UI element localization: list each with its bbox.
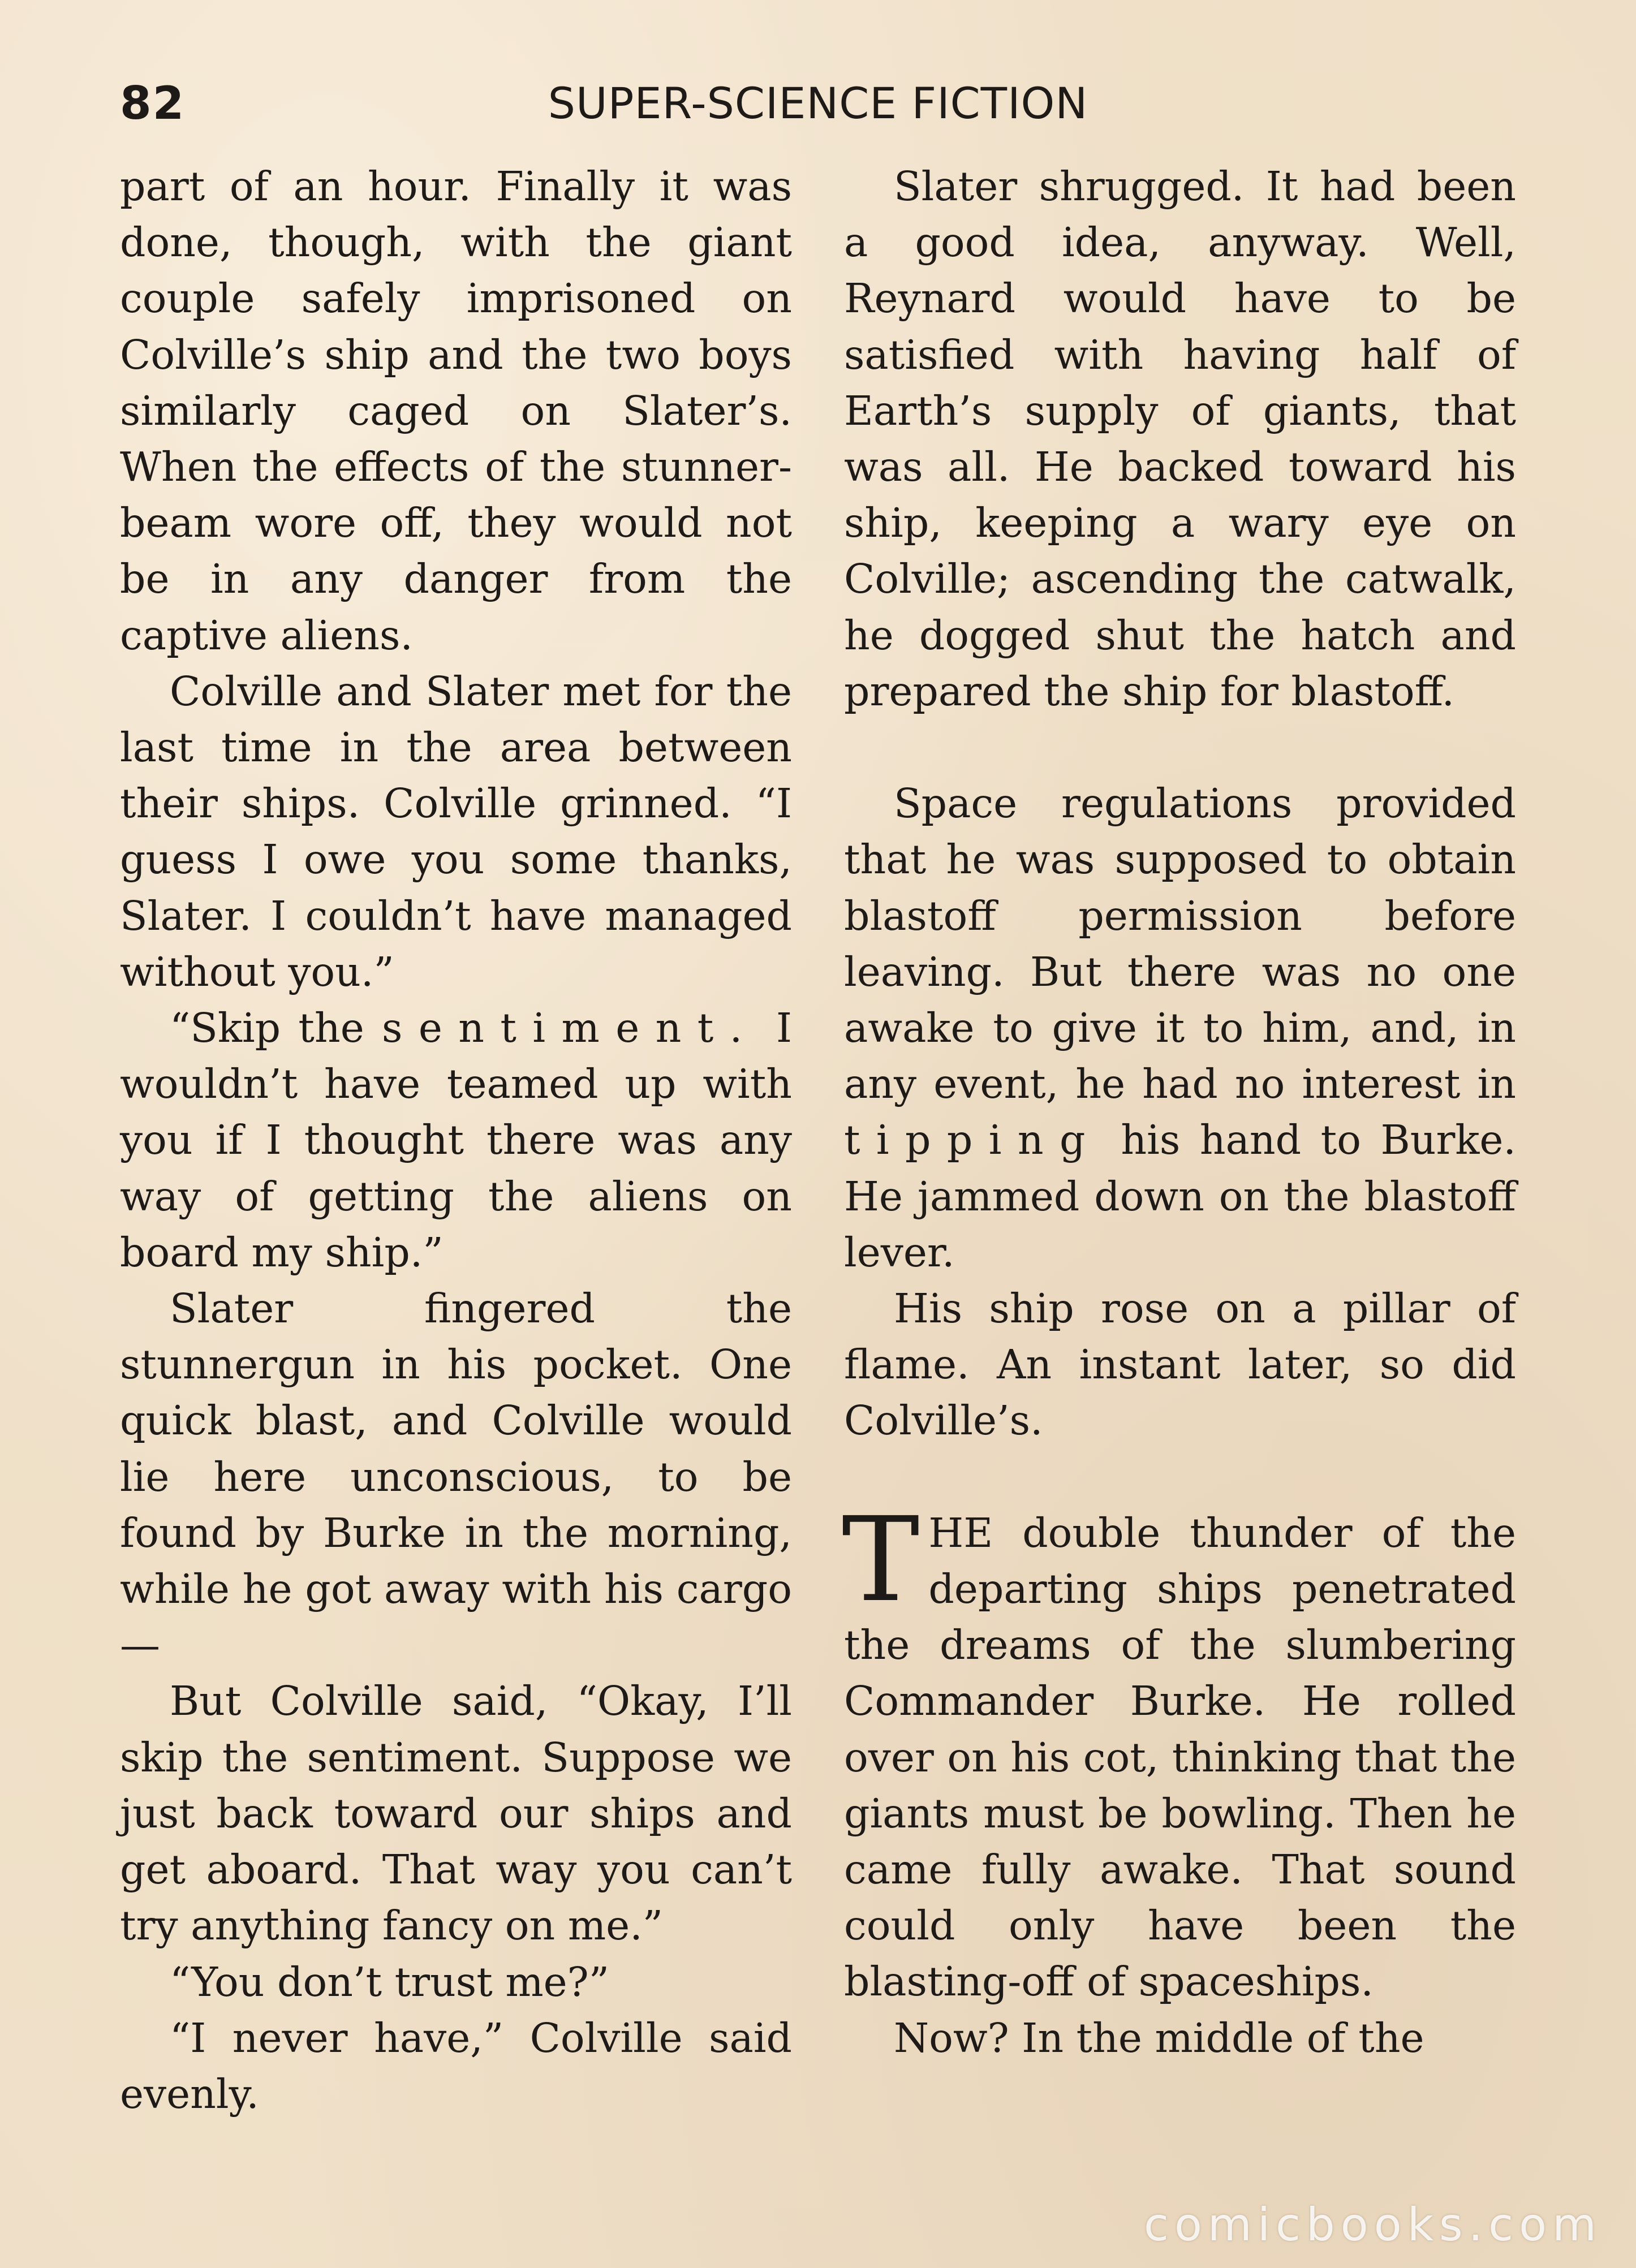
left-paragraph-5: But Colville said, “Okay, I’ll skip the sentiment. Suppose we just back toward our ships and get aboard. That way you can’t try anything fancy on me.”	[120, 1678, 792, 1950]
right-column	[844, 158, 1516, 2066]
left-paragraph-3-start: “Skip the	[170, 1004, 364, 1052]
right-paragraph-2-start: Space regulations provided that he was supposed to obtain blastoff permission before leaving. But there was no one awake to give it to him, and, in any event, he had no interest in	[844, 780, 1516, 1108]
right-paragraph-4-text: HE double thunder of the departing ships penetrated the dreams of the slumbering Commander Burke. He rolled over on his cot, thinking that the giants must be bowling. Then he came fully awake. That sound could only have been the blasting-off of spaceships.	[844, 1509, 1516, 2006]
right-paragraph-4	[842, 1491, 1516, 2010]
spaced-word-tipping: tipping	[844, 1116, 1101, 1164]
left-column	[120, 158, 792, 2122]
watermark: comicbooks.com	[1143, 2198, 1602, 2251]
left-paragraph-6: “You don’t trust me?”	[170, 1958, 610, 2006]
right-paragraph-2	[844, 775, 1516, 1280]
page-number: 82	[120, 77, 186, 130]
spaced-word-sentiment: sentiment.	[382, 1004, 759, 1052]
left-paragraph-2: Colville and Slater met for the last time in the area between their ships. Colville grinned. “I guess I owe you some thanks, Slater. I couldn’t have managed without you.”	[120, 667, 792, 995]
left-paragraph-3	[120, 1000, 792, 1280]
left-paragraph-7: “I never have,” Colville said evenly.	[120, 2014, 792, 2118]
left-paragraph-1: part of an hour. Finally it was done, though, with the giant couple safely imprisoned on Colville’s ship and the two boys similarly caged on Slater’s. When the effects of the stunner-beam wore off, they would not be in any danger from the captive aliens.	[120, 163, 792, 659]
right-paragraph-2-end: his hand to Burke. He jammed down on the blastoff lever.	[844, 1116, 1516, 1276]
left-paragraph-3-end: I wouldn’t have teamed up with you if I thought there was any way of getting the aliens on board my ship.”	[120, 1004, 793, 1276]
drop-cap: T	[842, 1491, 920, 1628]
left-paragraph-4: Slater fingered the stunnergun in his pocket. One quick blast, and Colville would lie here unconscious, to be found by Burke in the morning, while he got away with his cargo—	[120, 1285, 792, 1669]
right-paragraph-1: Slater shrugged. It had been a good idea, anyway. Well, Reynard would have to be satisfied with having half of Earth’s supply of giants, that was all. He backed toward his ship, keeping a wary eye on Colville; ascending the catwalk, he dogged shut the hatch and prepared the ship for blastoff.	[844, 163, 1516, 715]
right-paragraph-3: His ship rose on a pillar of flame. An instant later, so did Colville’s.	[844, 1285, 1516, 1445]
right-paragraph-5: Now? In the middle of the	[894, 2014, 1424, 2062]
running-title: SUPER-SCIENCE FICTION	[548, 78, 1088, 128]
